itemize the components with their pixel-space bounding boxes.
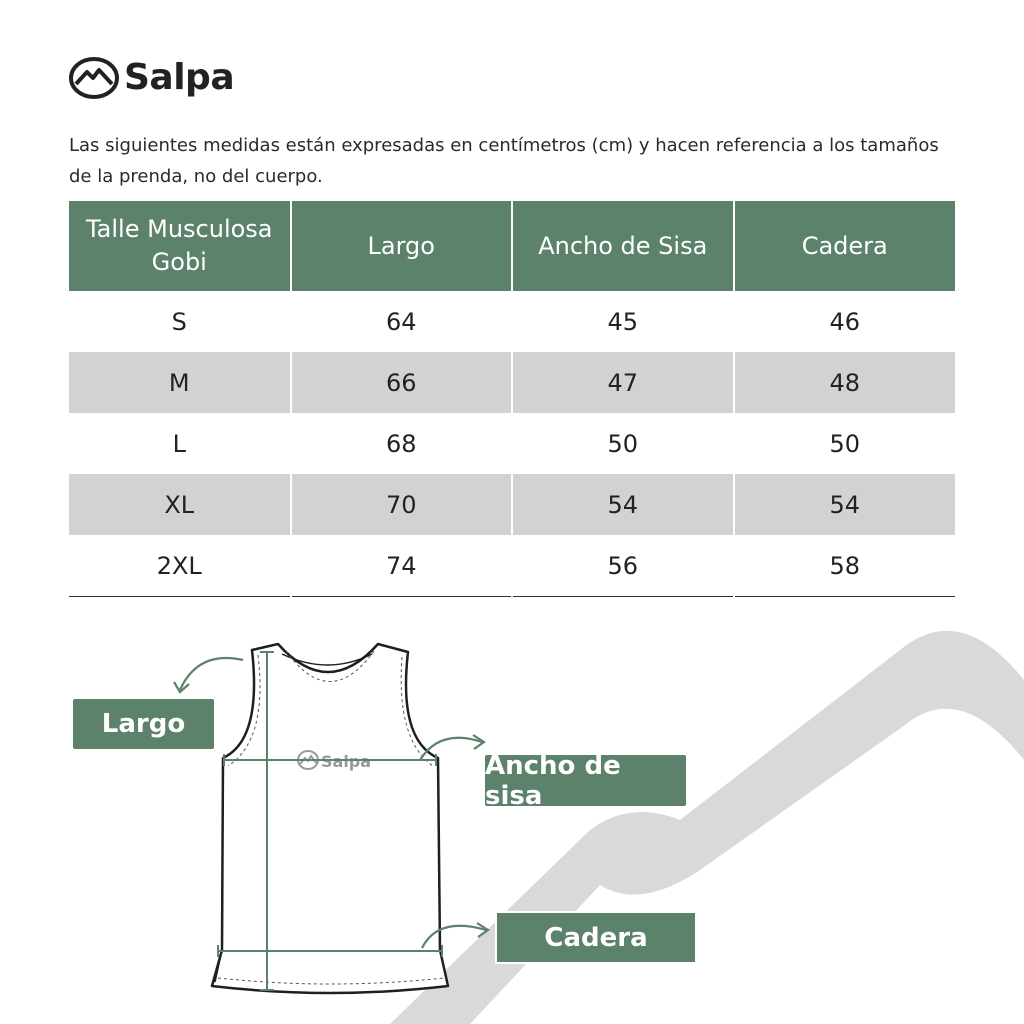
cell-largo: 70	[291, 474, 513, 535]
cell-cadera: 50	[734, 413, 956, 474]
measurement-note: Las siguientes medidas están expresadas en centímetros (cm) y hacen referencia a los tamaños de la prenda, no del cuerpo.	[69, 135, 939, 187]
header-largo: Largo	[291, 201, 513, 291]
cell-size: M	[69, 352, 291, 413]
cell-ancho-sisa: 45	[512, 291, 734, 352]
header-size: Talle Musculosa Gobi	[69, 201, 291, 291]
cell-ancho-sisa: 47	[512, 352, 734, 413]
tank-top-outline	[212, 644, 448, 993]
cell-ancho-sisa: 50	[512, 413, 734, 474]
cell-largo: 66	[291, 352, 513, 413]
label-cadera: Cadera	[495, 911, 697, 964]
cell-size: XL	[69, 474, 291, 535]
cell-ancho-sisa: 54	[512, 474, 734, 535]
cell-largo: 68	[291, 413, 513, 474]
label-largo: Largo	[73, 699, 214, 749]
cell-largo: 74	[291, 535, 513, 597]
cell-size: S	[171, 307, 187, 336]
watermark-text: Salpa	[321, 752, 372, 771]
cell-cadera: 46	[734, 291, 956, 352]
cell-cadera: 48	[734, 352, 956, 413]
header-ancho-sisa: Ancho de Sisa	[512, 201, 734, 291]
brand-name: Salpa	[124, 57, 235, 98]
cell-size: L	[172, 429, 186, 458]
label-ancho-sisa: Ancho de sisa	[485, 755, 686, 806]
cell-largo: 64	[291, 291, 513, 352]
cell-cadera: 58	[734, 535, 956, 597]
header-cadera: Cadera	[734, 201, 956, 291]
cell-ancho-sisa: 56	[512, 535, 734, 597]
largo-arrow-icon	[180, 658, 243, 690]
cell-size: 2XL	[69, 535, 291, 597]
cell-cadera: 54	[734, 474, 956, 535]
